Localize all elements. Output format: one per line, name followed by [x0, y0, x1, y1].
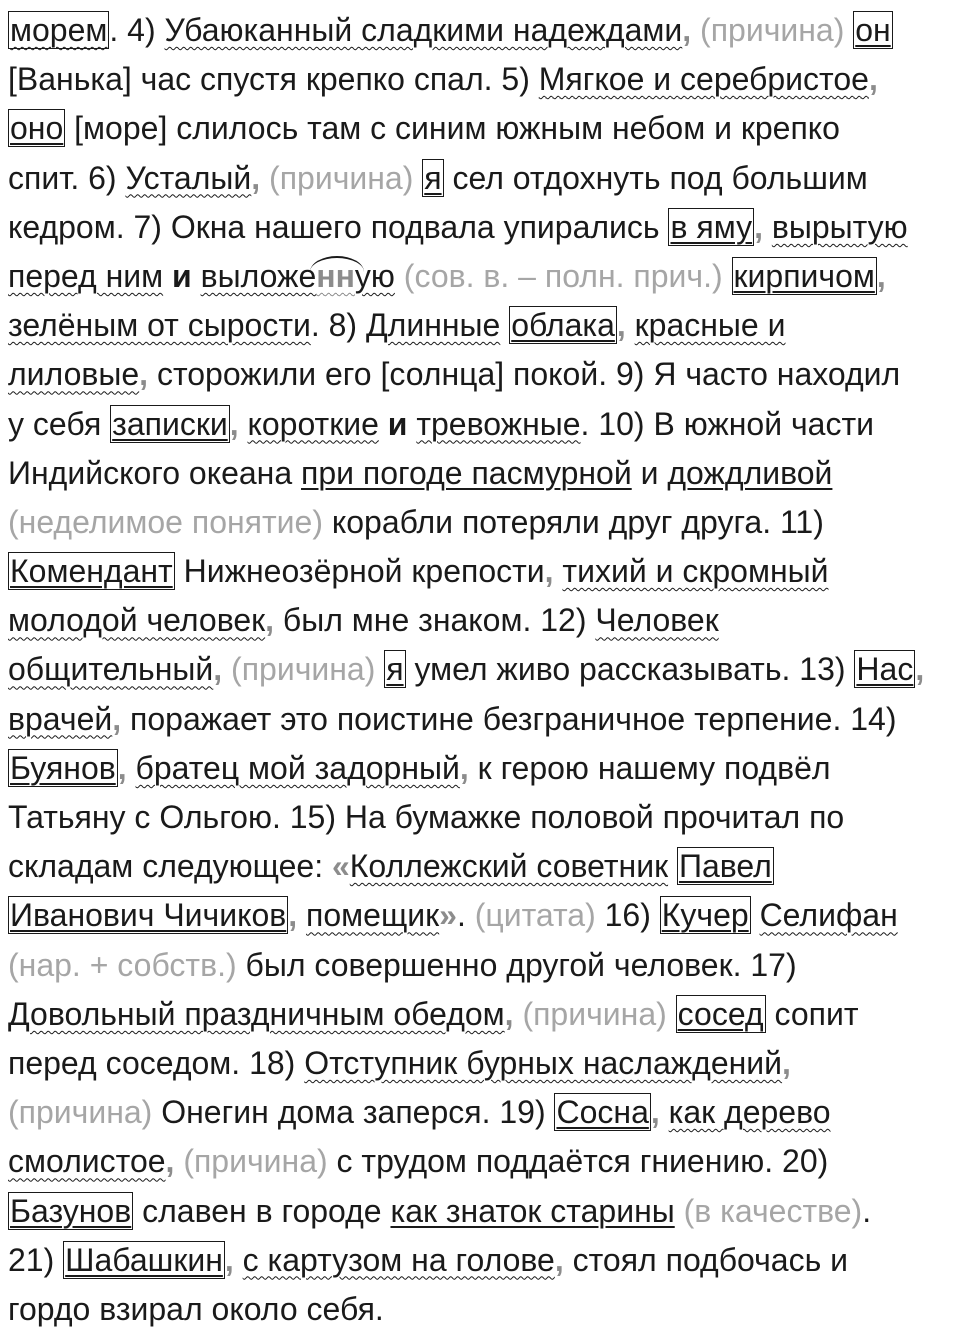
text-line — [8, 498, 952, 547]
text-line — [8, 1039, 952, 1088]
wavy-underlined-phrase: вырытую — [771, 208, 908, 245]
punctuation-mark: , — [782, 1044, 791, 1081]
text-run: [Ванька] час спустя крепко спал. 5) — [8, 61, 539, 98]
wavy-underlined-phrase: смолистое — [8, 1143, 166, 1180]
text-line — [8, 449, 952, 498]
text-line — [8, 1137, 952, 1186]
text-run: Онегин дома заперся. 19) — [161, 1094, 555, 1131]
grammar-note: (сов. в. – полн. прич.) — [394, 257, 732, 294]
text-line — [8, 104, 952, 153]
text-line — [8, 301, 952, 350]
text-run: был совершенно другой человек. 17) — [245, 946, 797, 983]
wavy-underlined-phrase: общительный — [8, 651, 214, 688]
text-run: 16) — [604, 897, 660, 934]
text-run — [163, 258, 172, 294]
text-run: перед соседом. 18) — [8, 1044, 305, 1081]
grammar-note: (причина) — [8, 1094, 162, 1131]
text-line — [8, 990, 952, 1039]
conjunction: и — [172, 257, 192, 294]
boxed-word: Комендант — [10, 553, 173, 590]
boxed-word: Иванович Чичиков — [10, 897, 287, 934]
text-line — [8, 793, 952, 842]
punctuation-mark: , — [544, 553, 554, 590]
wavy-underlined-phrase: зелёным от сырости — [8, 307, 311, 344]
text-run: славен в городе — [133, 1192, 391, 1229]
wavy-underlined-phrase: братец мой задорный — [135, 749, 460, 786]
grammar-note: (причина) — [513, 995, 676, 1032]
text-run: к герою нашему подвёл — [468, 749, 831, 786]
text-run: Индийского океана — [8, 454, 302, 491]
wavy-underlined-phrase: тихий и скромный — [562, 553, 829, 590]
text-line — [8, 1187, 952, 1236]
grammar-note: (неделимое понятие) — [8, 503, 332, 540]
wavy-underlined-phrase: перед ним — [8, 257, 164, 294]
punctuation-mark: , — [915, 651, 925, 688]
text-line — [8, 1088, 952, 1137]
wavy-underlined-phrase: Довольный праздничным обедом — [8, 995, 505, 1032]
underlined-phrase: при погоде пасмурной — [301, 454, 632, 491]
wavy-underlined-phrase: тревожные — [416, 405, 581, 442]
text-run: поражает это поистине безграничное терпение. 14) — [121, 700, 897, 737]
text-line — [8, 596, 952, 645]
punctuation-mark: « — [331, 848, 350, 885]
boxed-word: кирпичом — [733, 257, 875, 294]
punctuation-mark: , — [682, 12, 692, 48]
text-run — [297, 897, 306, 933]
text-line — [8, 6, 952, 55]
boxed-word: морем — [10, 12, 108, 48]
underlined-phrase: дождливой — [667, 454, 833, 491]
text-run: сел отдохнуть под большим — [443, 159, 868, 196]
punctuation-mark: , — [554, 1241, 564, 1278]
text-line — [8, 941, 952, 990]
text-line — [8, 1236, 952, 1285]
grammar-note: (цитата) — [474, 897, 605, 934]
text-run — [379, 406, 388, 442]
text-line — [8, 645, 952, 694]
grammar-note: (причина) — [174, 1143, 337, 1180]
text-run: умел живо рассказывать. 13) — [405, 651, 855, 688]
text-run — [763, 209, 772, 245]
punctuation-mark: , — [224, 1241, 234, 1278]
text-line — [8, 252, 952, 301]
boxed-word: Шабашкин — [65, 1241, 223, 1278]
text-run — [751, 897, 760, 933]
text-run: . 10) В южной части — [580, 405, 874, 442]
text-run: и — [631, 454, 668, 491]
wavy-underlined-phrase: лиловые — [8, 356, 140, 393]
wavy-underlined-phrase: ую — [354, 257, 395, 294]
punctuation-mark: » — [439, 897, 457, 934]
boxed-word: он — [855, 12, 891, 48]
text-line — [8, 350, 952, 399]
boxed-word: облака — [511, 307, 615, 344]
punctuation-mark: , — [288, 897, 298, 934]
text-run — [407, 406, 416, 442]
wavy-underlined-phrase: Длинные — [365, 307, 501, 344]
wavy-underlined-phrase: как дерево — [668, 1094, 831, 1131]
text-run: Нижнеозёрной крепости — [174, 553, 545, 590]
text-line — [8, 55, 952, 104]
punctuation-mark: , — [139, 356, 149, 393]
wavy-underlined-phrase: Отступник бурных наслаждений — [304, 1044, 783, 1081]
text-run: гордо взирал около себя. — [8, 1290, 384, 1327]
punctuation-mark: , — [868, 61, 878, 98]
boxed-word: Кучер — [661, 897, 749, 934]
double-n-letters: нн — [316, 258, 355, 294]
punctuation-mark: , — [251, 159, 261, 196]
wavy-underlined-phrase: короткие — [247, 405, 379, 442]
boxed-word: оно — [10, 110, 64, 147]
text-run: с трудом поддаётся гниению. 20) — [336, 1143, 829, 1180]
punctuation-mark: , — [876, 257, 886, 294]
punctuation-mark: , — [650, 1094, 660, 1131]
text-run: сторожили его [солнца] покой. 9) Я часто находил — [148, 356, 901, 393]
wavy-underlined-phrase: помещик — [306, 897, 440, 934]
punctuation-mark: , — [229, 405, 239, 442]
text-run: . — [456, 897, 475, 934]
text-run: стоял подбочась и — [563, 1241, 849, 1278]
grammar-note: (причина) — [222, 651, 385, 688]
text-run — [500, 307, 509, 343]
boxed-word: записки — [112, 405, 228, 442]
underlined-phrase: как знаток старины — [390, 1192, 675, 1229]
text-run: [море] слилось там с синим южным небом и крепко — [65, 110, 840, 147]
text-run — [668, 848, 677, 884]
punctuation-mark: , — [112, 700, 122, 737]
wavy-underlined-phrase: Человек — [595, 602, 719, 639]
boxed-word: Нас — [856, 651, 914, 688]
wavy-underlined-phrase: выложе — [200, 257, 317, 294]
boxed-word: Базунов — [10, 1192, 132, 1229]
conjunction: и — [387, 405, 408, 442]
text-run — [234, 1242, 243, 1278]
text-run: . 4) — [109, 12, 165, 48]
boxed-word: я — [424, 159, 442, 196]
wavy-underlined-phrase: с картузом на голове — [242, 1241, 555, 1278]
text-run: складам следующее: — [8, 848, 332, 885]
wavy-underlined-phrase: Мягкое и серебристое — [538, 61, 869, 98]
text-line — [8, 1285, 952, 1334]
punctuation-mark: , — [165, 1143, 175, 1180]
punctuation-mark: , — [265, 602, 275, 639]
wavy-underlined-phrase: Коллежский советник — [349, 848, 669, 885]
grammar-note: (нар. + собств.) — [8, 946, 246, 983]
text-line — [8, 695, 952, 744]
boxed-word: Павел — [678, 848, 772, 885]
text-line — [8, 891, 952, 940]
wavy-underlined-phrase: Усталый — [125, 159, 252, 196]
text-run: 21) — [8, 1241, 64, 1278]
text-run: Татьяну с Ольгою. 15) На бумажке половой прочитал по — [8, 799, 845, 835]
punctuation-mark: , — [459, 749, 469, 786]
punctuation-mark: , — [616, 307, 626, 344]
text-line — [8, 842, 952, 891]
punctuation-mark: , — [117, 749, 127, 786]
boxed-word: Сосна — [556, 1094, 649, 1131]
text-run — [127, 750, 136, 786]
wavy-underlined-phrase: красные и — [634, 307, 786, 344]
text-line — [8, 400, 952, 449]
wavy-underlined-phrase: Убаюканный сладкими надеждами — [164, 12, 683, 48]
boxed-word: Буянов — [10, 749, 116, 786]
text-run: спит. 6) — [8, 159, 126, 196]
text-run — [626, 307, 635, 343]
wavy-underlined-phrase: молодой человек — [8, 602, 266, 639]
grammar-note: (причина) — [260, 159, 423, 196]
text-line — [8, 203, 952, 252]
boxed-word: я — [386, 651, 404, 688]
text-run: . — [862, 1192, 872, 1229]
boxed-word: сосед — [677, 995, 764, 1032]
text-run: был мне знаком. 12) — [274, 602, 596, 639]
punctuation-mark: , — [754, 208, 763, 245]
wavy-underlined-phrase: Селифан — [759, 897, 898, 934]
text-line — [8, 744, 952, 793]
grammar-note: (в качестве) — [674, 1192, 863, 1229]
wavy-underlined-phrase: врачей — [8, 700, 113, 737]
text-run: у себя — [8, 405, 111, 442]
punctuation-mark: , — [504, 995, 514, 1032]
text-run: корабли потеряли друг друга. 11) — [331, 503, 824, 540]
text-run: . 8) — [310, 307, 366, 344]
boxed-word: в яму — [670, 208, 753, 245]
text-run — [660, 1094, 669, 1130]
grammar-note: (причина) — [691, 12, 854, 48]
text-run: кедром. 7) Окна нашего подвала упирались — [8, 208, 669, 245]
text-line — [8, 154, 952, 203]
punctuation-mark: , — [213, 651, 223, 688]
text-run: сопит — [765, 995, 859, 1032]
text-run — [192, 258, 201, 294]
text-line — [8, 547, 952, 596]
text-run — [239, 406, 248, 442]
